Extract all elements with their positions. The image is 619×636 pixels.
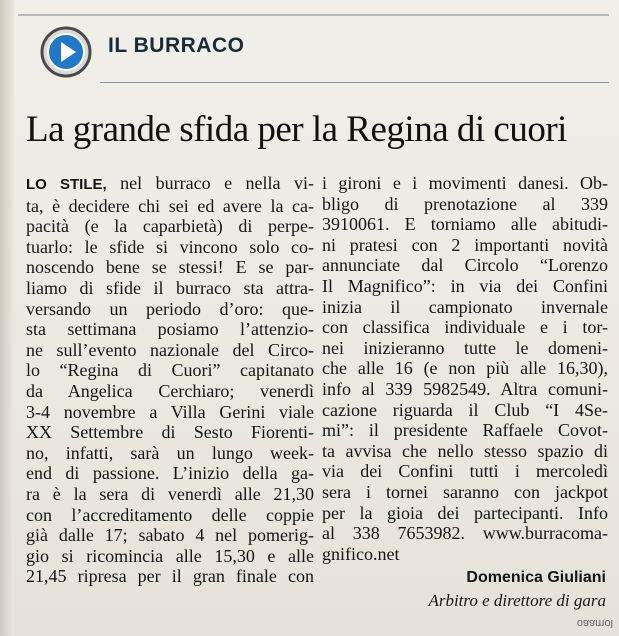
article-line: ne sull’evento nazionale del Circo- [26,339,314,360]
author-name: Domenica Giuliani [466,569,606,586]
article-line: ta avvisa che nello stesso spazio di [322,440,608,461]
article-line: per la gioia dei partecipanti. Info [322,502,608,523]
article-line: mi”: il presidente Raffaele Covot- [322,420,608,441]
article-line: già dalle 17; sabato 4 nel pomerig- [26,525,314,546]
article-column-left [26,173,314,587]
article-line: via dei Confini tutti i mercoledì [322,461,608,482]
article-column-right [322,173,608,564]
section-rule [100,82,609,83]
article-line: versando un periodo d’oro: que- [26,298,314,319]
article-line: noscendo bene se stessi! E se par- [26,257,314,278]
article-line: ta, è decidere chi sei ed avere la ca- [26,195,314,216]
article-line: 3-4 novembre a Villa Gerini viale [26,401,314,422]
article-line: end di passione. L’inizio della ga- [26,463,314,484]
article-line: pacità (e la caparbietà) di perpe- [26,216,314,237]
article-line: gnifico.net [322,543,400,564]
article-line: no, infatti, sarà un lungo week- [26,442,314,463]
top-rule [18,14,609,16]
play-icon [40,26,92,78]
article-line: inizia il campionato invernale [322,296,608,317]
article-line: Il Magnifico”: in via dei Confini [322,275,608,296]
article-line: cazione riguarda il Club “I 4Se- [322,399,608,420]
article-line: annunciate dal Circolo “Lorenzo [322,255,608,276]
article-line: gio si ricomincia alle 15,30 e alle [26,545,314,566]
article-line: ni pratesi con 2 importanti novità [322,234,608,255]
article-line: 3910061. E torniamo alle abitudi- [322,214,608,235]
article-line: con l’accreditamento delle coppie [26,504,314,525]
article-line: da Angelica Cerchiaro; venerdì [26,380,314,401]
article-line: sera i tornei saranno con jackpot [322,481,608,502]
page-spine-shadow [0,0,14,636]
headline: La grande sfida per la Regina di cuori [26,109,567,150]
section-label: IL BURRACO [108,34,245,57]
article-line: LO STILE, nel burraco e nella vi- [26,173,314,193]
article-line: che alle 16 (e non più alle 16,30), [322,358,608,379]
article-line: liamo di sfide il burraco sta attra- [26,277,314,298]
article-line: al 338 7653982. www.burracoma- [322,523,608,544]
article-line: con classifica individuale e i tor- [322,317,608,338]
article-line: i gironi e i movimenti danesi. Ob- [322,173,608,193]
article-line: info al 339 5982549. Altra comuni- [322,378,608,399]
article-line: bligo di prenotazione al 339 [322,193,608,214]
article-line: 21,45 ripresa per il gran finale con [26,566,314,587]
article-line: ra è la sera di venerdì alle 21,30 [26,483,314,504]
article-lead: LO STILE, [26,176,107,193]
article-line: nei inizieranno tutte le domeni- [322,337,608,358]
cut-off-edge-text: oaamol [576,617,613,629]
author-role: Arbitro e direttore di gara [428,591,606,610]
article-line: tuarlo: le sfide si vincono solo co- [26,236,314,257]
article-line: XX Settembre di Sesto Fiorenti- [26,422,314,443]
article-line: lo “Regina di Cuori” capitanato [26,360,314,381]
article-line: sta settimana posiamo l’attenzio- [26,319,314,340]
